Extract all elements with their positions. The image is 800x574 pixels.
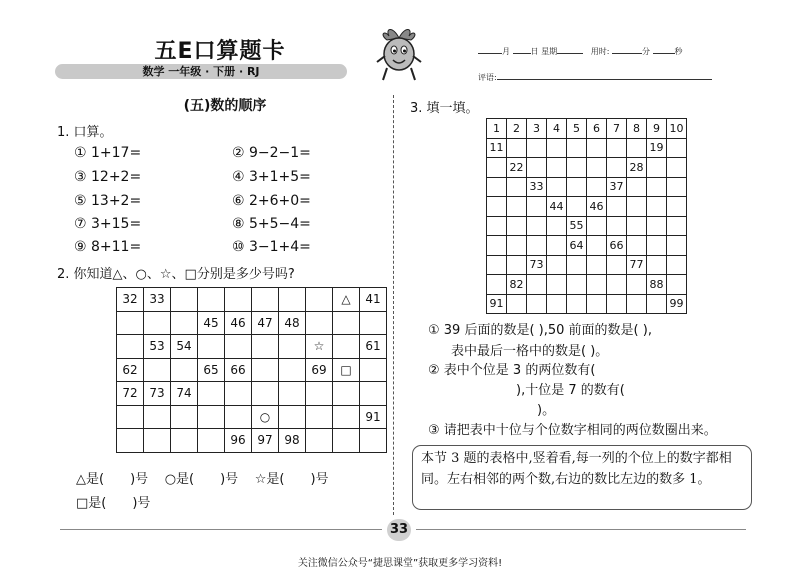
q1-item: ⑦ 3+15= (74, 216, 142, 232)
q3-sub2-line3: )。 (537, 403, 556, 418)
grid-cell: 91 (487, 294, 507, 314)
grid-cell: 19 (647, 138, 667, 158)
grid-cell: 44 (547, 197, 567, 217)
grid-cell: 66 (607, 236, 627, 256)
grid-cell: 46 (587, 197, 607, 217)
grid-cell (607, 197, 627, 217)
footer-text: 关注微信公众号“捷思课堂”获取更多学习资料! (297, 558, 503, 569)
grid-cell: 96 (225, 429, 252, 453)
grid-row (487, 177, 687, 197)
grid-cell: 11 (487, 138, 507, 158)
grid-cell (667, 177, 687, 197)
grid-cell (567, 255, 587, 275)
grid-cell: 9 (647, 119, 667, 139)
grid-cell (607, 255, 627, 275)
grid-cell (567, 275, 587, 295)
grid-cell (587, 138, 607, 158)
grid-row (117, 358, 387, 382)
grid-cell: 7 (607, 119, 627, 139)
grid-cell (587, 177, 607, 197)
grid-cell: 69 (306, 358, 333, 382)
grid-cell (667, 197, 687, 217)
grid-cell (198, 335, 225, 359)
q2-label: 2. 你知道△、○、☆、□分别是多少号吗? (57, 267, 295, 282)
q1-item: ⑧ 5+5−4= (232, 216, 311, 232)
grid-row (117, 335, 387, 359)
grid-cell: 46 (225, 311, 252, 335)
grid-cell: 10 (667, 119, 687, 139)
grid-cell (547, 138, 567, 158)
q3-sub2-line1: ② 表中个位是 3 的两位数有( (428, 363, 596, 378)
grid-cell (547, 236, 567, 256)
grid-cell: 98 (279, 429, 306, 453)
grid-row (117, 288, 387, 312)
grid-cell (225, 288, 252, 312)
grid-cell (567, 197, 587, 217)
q1-item: ⑥ 2+6+0= (232, 193, 311, 209)
grid-cell (279, 358, 306, 382)
grid-cell (225, 382, 252, 406)
grid-cell: ☆ (306, 335, 333, 359)
grid-cell (171, 288, 198, 312)
q3-sub3: ③ 请把表中十位与个位数字相同的两位数圈出来。 (428, 423, 717, 438)
grid-cell (252, 335, 279, 359)
grid-cell: 62 (117, 358, 144, 382)
grid-cell (306, 288, 333, 312)
grid-cell (171, 358, 198, 382)
grid-cell (507, 216, 527, 236)
grid-cell (647, 255, 667, 275)
grid-cell: 22 (507, 158, 527, 178)
grid-cell: △ (333, 288, 360, 312)
subject-grade-bar: 数学 一年级 · 下册 · RJ (55, 64, 347, 79)
grid-cell (547, 275, 567, 295)
grid-cell (306, 311, 333, 335)
section-title: (五)数的顺序 (183, 98, 267, 114)
grid-row (117, 429, 387, 453)
grid-cell (507, 255, 527, 275)
column-divider (393, 95, 394, 515)
grid-cell (627, 216, 647, 236)
grid-cell: 64 (567, 236, 587, 256)
grid-cell (279, 288, 306, 312)
grid-cell (487, 197, 507, 217)
grid-cell (507, 138, 527, 158)
grid-cell (607, 138, 627, 158)
grid-cell (647, 236, 667, 256)
grid-cell (627, 294, 647, 314)
grid-cell (487, 158, 507, 178)
grid-cell (333, 311, 360, 335)
grid-cell (171, 429, 198, 453)
grid-cell (333, 382, 360, 406)
grid-cell (527, 236, 547, 256)
grid-cell: 55 (567, 216, 587, 236)
q1-item: ⑤ 13+2= (74, 193, 142, 209)
grid-cell (667, 158, 687, 178)
grid-row (117, 405, 387, 429)
grid-cell (587, 216, 607, 236)
grid-cell (117, 429, 144, 453)
grid-cell (587, 158, 607, 178)
grid-cell (627, 177, 647, 197)
grid-cell: 4 (547, 119, 567, 139)
grid-cell (527, 138, 547, 158)
q1-item: ① 1+17= (74, 145, 142, 161)
grid-cell (333, 429, 360, 453)
grid-cell (667, 138, 687, 158)
grid-cell: 88 (647, 275, 667, 295)
grid-cell (647, 216, 667, 236)
grid-cell (587, 294, 607, 314)
grid-cell: 99 (667, 294, 687, 314)
hundred-chart-q3 (486, 118, 687, 314)
grid-cell (647, 158, 667, 178)
grid-cell: 48 (279, 311, 306, 335)
grid-cell (487, 275, 507, 295)
date-time-line: 月 日 星期 用时: 分 秒 (478, 44, 683, 57)
grid-cell (647, 197, 667, 217)
grid-cell (171, 405, 198, 429)
grid-cell: 3 (527, 119, 547, 139)
q3-sub1-line1: ① 39 后面的数是( ),50 前面的数是( ), (428, 323, 652, 338)
grid-row (487, 275, 687, 295)
grid-cell (547, 177, 567, 197)
grid-cell (306, 382, 333, 406)
mascot-icon (375, 24, 423, 84)
grid-cell: 6 (587, 119, 607, 139)
grid-cell: 1 (487, 119, 507, 139)
q3-label: 3. 填一填。 (410, 101, 479, 116)
grid-cell (547, 216, 567, 236)
grid-cell (144, 405, 171, 429)
footer-rule-right (416, 529, 746, 530)
q1-item: ② 9−2−1= (232, 145, 311, 161)
page-number: 33 (387, 519, 411, 541)
grid-cell (117, 335, 144, 359)
grid-cell (171, 311, 198, 335)
grid-cell: 33 (144, 288, 171, 312)
grid-cell (117, 311, 144, 335)
q1-item: ⑩ 3−1+4= (232, 239, 311, 255)
grid-cell (333, 335, 360, 359)
q3-sub1-line2: 表中最后一格中的数是( )。 (451, 344, 609, 359)
grid-cell (527, 275, 547, 295)
grid-cell (607, 275, 627, 295)
grid-row (487, 216, 687, 236)
grid-cell (360, 429, 387, 453)
grid-cell: 8 (627, 119, 647, 139)
grid-cell: 74 (171, 382, 198, 406)
grid-cell (647, 294, 667, 314)
grid-cell (567, 177, 587, 197)
grid-cell: 65 (198, 358, 225, 382)
grid-cell (507, 294, 527, 314)
grid-cell (627, 236, 647, 256)
grid-cell: 37 (607, 177, 627, 197)
grid-cell (252, 382, 279, 406)
grid-cell (567, 138, 587, 158)
grid-cell (667, 255, 687, 275)
grid-cell (252, 358, 279, 382)
grid-cell: 82 (507, 275, 527, 295)
grid-cell (547, 255, 567, 275)
grid-cell (527, 216, 547, 236)
grid-cell (547, 294, 567, 314)
grid-cell: 5 (567, 119, 587, 139)
grid-cell (507, 197, 527, 217)
grid-row (487, 138, 687, 158)
grid-cell (567, 158, 587, 178)
number-grid-q2 (116, 287, 387, 453)
grid-cell: 72 (117, 382, 144, 406)
grid-cell: 53 (144, 335, 171, 359)
grid-cell: 2 (507, 119, 527, 139)
grid-cell: 97 (252, 429, 279, 453)
grid-row (487, 236, 687, 256)
q1-item: ③ 12+2= (74, 169, 142, 185)
grid-cell (252, 288, 279, 312)
grid-cell (198, 288, 225, 312)
grid-row (487, 294, 687, 314)
grid-row (487, 119, 687, 139)
grid-cell (225, 335, 252, 359)
grid-cell (144, 311, 171, 335)
tip-box: 本节 3 题的表格中,竖着看,每一列的个位上的数字都相同。左右相邻的两个数,右边的数比左边的数多 1。 (412, 445, 752, 510)
grid-cell (507, 236, 527, 256)
grid-row (117, 311, 387, 335)
grid-cell (627, 138, 647, 158)
grid-cell: 73 (527, 255, 547, 275)
grid-cell (567, 294, 587, 314)
grid-cell: □ (333, 358, 360, 382)
grid-cell (306, 429, 333, 453)
grid-row (117, 382, 387, 406)
grid-cell (198, 429, 225, 453)
grid-row (487, 197, 687, 217)
grid-cell: 47 (252, 311, 279, 335)
grid-cell (507, 177, 527, 197)
grid-cell (547, 158, 567, 178)
grid-cell (607, 294, 627, 314)
q1-item: ④ 3+1+5= (232, 169, 311, 185)
q1-item: ⑨ 8+11= (74, 239, 142, 255)
grid-cell (360, 311, 387, 335)
grid-cell (360, 358, 387, 382)
grid-cell (487, 255, 507, 275)
grid-cell (527, 197, 547, 217)
q3-sub2-line2: ),十位是 7 的数有( (516, 383, 625, 398)
grid-cell (487, 216, 507, 236)
grid-cell: 77 (627, 255, 647, 275)
grid-cell (607, 158, 627, 178)
grid-cell (527, 294, 547, 314)
grid-cell (587, 255, 607, 275)
grid-cell (667, 216, 687, 236)
grid-cell: 45 (198, 311, 225, 335)
grid-cell (198, 382, 225, 406)
grid-cell (306, 405, 333, 429)
grid-cell (627, 197, 647, 217)
grid-row (487, 158, 687, 178)
grid-cell (607, 216, 627, 236)
footer-rule-left (60, 529, 382, 530)
grid-cell: ○ (252, 405, 279, 429)
grid-cell: 41 (360, 288, 387, 312)
grid-cell (279, 335, 306, 359)
grid-cell (667, 275, 687, 295)
grid-cell (487, 177, 507, 197)
grid-cell: 73 (144, 382, 171, 406)
grid-cell (587, 275, 607, 295)
grid-cell: 61 (360, 335, 387, 359)
grid-cell (587, 236, 607, 256)
grid-cell (627, 275, 647, 295)
q1-label: 1. 口算。 (57, 125, 113, 140)
grid-cell (198, 405, 225, 429)
q2-answers-line1: △是( )号 ○是( )号 ☆是( )号 (76, 472, 329, 487)
grid-cell: 91 (360, 405, 387, 429)
grid-cell: 33 (527, 177, 547, 197)
grid-cell (527, 158, 547, 178)
grid-cell: 28 (627, 158, 647, 178)
comment-line: 评语: (478, 70, 712, 83)
grid-cell (117, 405, 144, 429)
grid-cell (487, 236, 507, 256)
grid-cell (360, 382, 387, 406)
grid-cell (144, 358, 171, 382)
grid-cell (647, 177, 667, 197)
grid-cell (667, 236, 687, 256)
grid-cell: 66 (225, 358, 252, 382)
q2-answers-line2: □是( )号 (76, 496, 151, 511)
grid-cell (279, 382, 306, 406)
grid-cell: 54 (171, 335, 198, 359)
grid-cell (225, 405, 252, 429)
grid-row (487, 255, 687, 275)
grid-cell (144, 429, 171, 453)
grid-cell: 32 (117, 288, 144, 312)
grid-cell (333, 405, 360, 429)
grid-cell (279, 405, 306, 429)
brand-title: 五E口算题卡 (154, 39, 286, 64)
